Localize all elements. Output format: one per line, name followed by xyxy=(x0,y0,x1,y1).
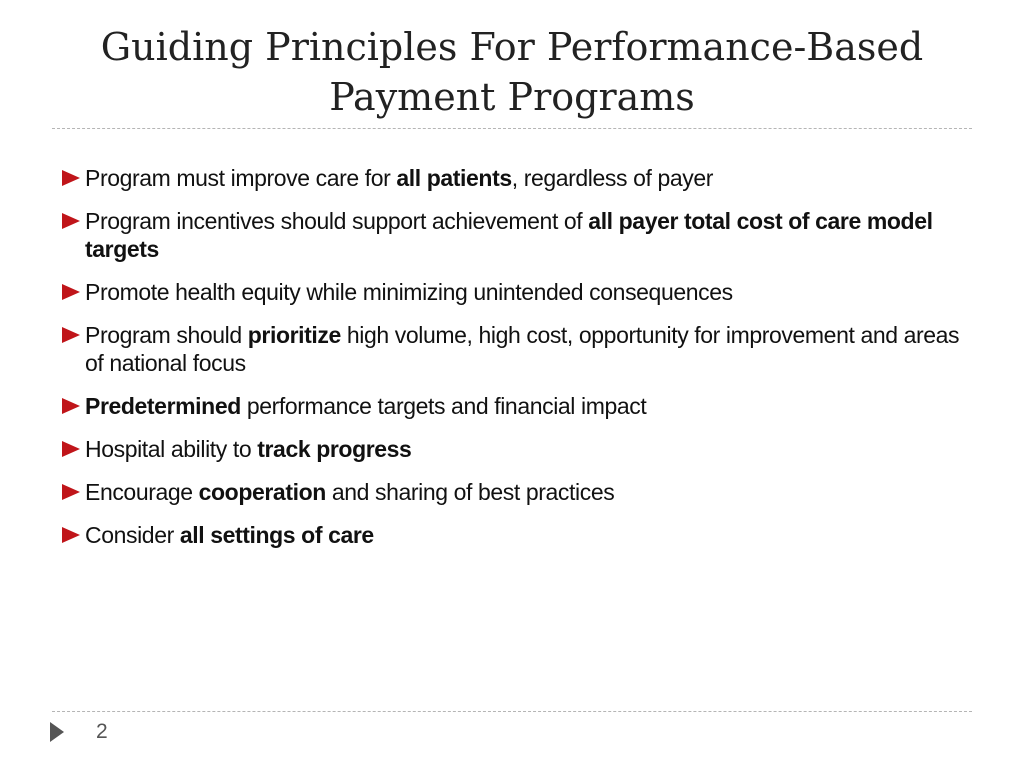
bullet-text: Consider xyxy=(85,522,180,548)
footer-divider xyxy=(52,711,972,712)
page-number: 2 xyxy=(96,720,108,743)
bullet-item xyxy=(62,478,972,506)
triangle-bullet-icon xyxy=(62,284,80,300)
bullet-emphasis: all patients xyxy=(396,165,512,191)
triangle-bullet-icon xyxy=(62,484,80,500)
bullet-text-tail: and sharing of best practices xyxy=(325,479,615,505)
bullet-list xyxy=(62,164,972,564)
bullet-item xyxy=(62,207,972,263)
triangle-bullet-icon xyxy=(62,213,80,229)
bullet-text-tail: high volume, high cost, opportunity for improvement and areas of national focus xyxy=(85,322,960,376)
bullet-text: Program incentives should support achievement of xyxy=(85,208,589,234)
bullet-text: Program should xyxy=(85,322,248,348)
bullet-item xyxy=(62,435,972,463)
bullet-text: Hospital ability to xyxy=(85,436,258,462)
footer-triangle-icon xyxy=(50,722,64,742)
bullet-emphasis: prioritize xyxy=(247,322,341,348)
bullet-item xyxy=(62,278,972,306)
bullet-item xyxy=(62,164,972,192)
triangle-bullet-icon xyxy=(62,441,80,457)
bullet-text-tail: performance targets and financial impact xyxy=(240,393,647,419)
bullet-item xyxy=(62,321,972,377)
slide-title: Guiding Principles For Performance-Based Payment Programs xyxy=(100,25,924,119)
bullet-text: Program must improve care for xyxy=(85,165,397,191)
bullet-emphasis: cooperation xyxy=(198,479,326,505)
bullet-emphasis: all payer total cost of care model targets xyxy=(85,208,933,262)
triangle-bullet-icon xyxy=(62,527,80,543)
bullet-text: Encourage xyxy=(85,479,199,505)
bullet-text-tail: , regardless of payer xyxy=(511,165,713,191)
triangle-bullet-icon xyxy=(62,398,80,414)
bullet-item xyxy=(62,521,972,549)
bullet-emphasis: all settings of care xyxy=(179,522,374,548)
title-divider xyxy=(52,128,972,129)
triangle-bullet-icon xyxy=(62,327,80,343)
bullet-text: Promote health equity while minimizing unintended consequences xyxy=(85,279,733,305)
bullet-item xyxy=(62,392,972,420)
bullet-emphasis: Predetermined xyxy=(85,393,241,419)
triangle-bullet-icon xyxy=(62,170,80,186)
bullet-emphasis: track progress xyxy=(257,436,412,462)
